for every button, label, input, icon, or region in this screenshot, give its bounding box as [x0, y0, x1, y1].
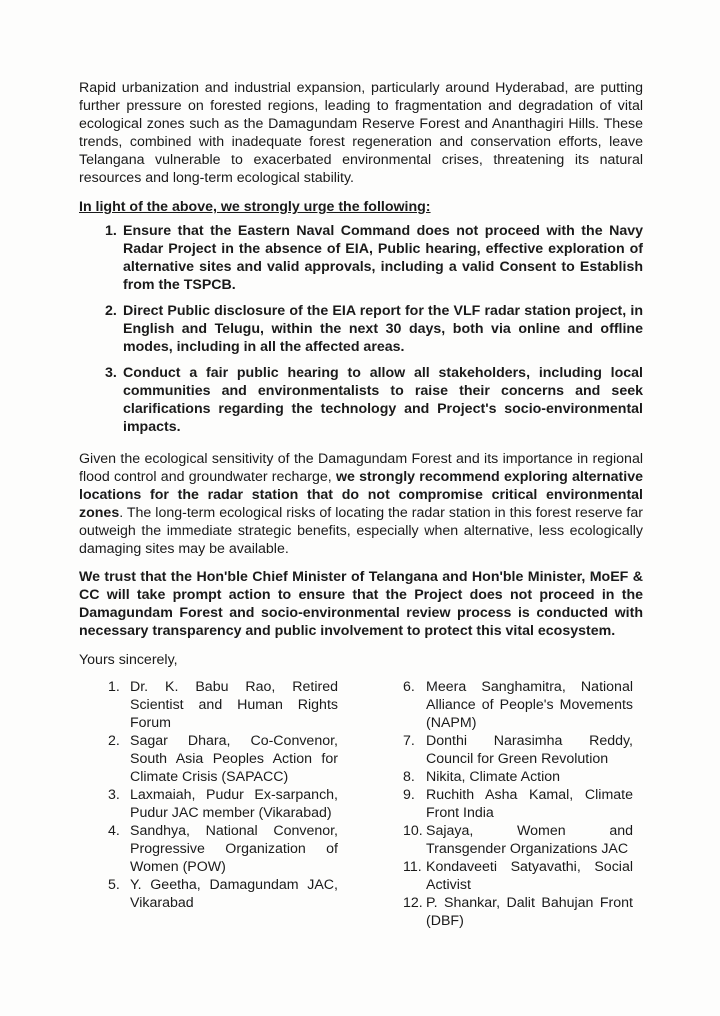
signatory-number: 9.: [403, 787, 415, 803]
signatory-text: Laxmaiah, Pudur Ex-sarpanch, Pudur JAC member (Vikarabad): [130, 787, 338, 821]
signatory-number: 5.: [108, 877, 120, 893]
sensitivity-paragraph: [79, 450, 643, 558]
signatory-item: [403, 786, 633, 822]
signatory-text: Donthi Narasimha Reddy, Council for Green Revolution: [426, 733, 633, 767]
signatory-number: 10.: [403, 823, 423, 839]
demand-number: 1.: [105, 223, 117, 239]
trust-paragraph: We trust that the Hon'ble Chief Minister of Telangana and Hon'ble Minister, MoEF & CC will take prompt action to ensure that the Project does not proceed in the Damagundam Forest and socio-environmental review process is conducted with necessary transparency and public involvement to protect this vital ecosystem.: [79, 569, 643, 639]
intro-paragraph: Rapid urbanization and industrial expansion, particularly around Hyderabad, are putting further pressure on forested regions, leading to fragmentation and degradation of vital ecological zones such as the Damagundam Reserve Forest and Ananthagiri Hills. These trends, combined with inadequate forest regeneration and conservation efforts, leave Telangana vulnerable to exacerbated environmental crises, threatening its natural resources and long-term ecological stability.: [79, 80, 643, 186]
signatory-number: 12.: [403, 895, 423, 911]
signatory-item: [403, 894, 633, 930]
demand-item: [94, 222, 643, 294]
signatory-item: [403, 822, 633, 858]
signatory-number: 11.: [403, 859, 422, 875]
signatory-number: 8.: [403, 769, 415, 785]
signatory-text: Dr. K. Babu Rao, Retired Scientist and Human Rights Forum: [130, 679, 338, 731]
signatory-text: P. Shankar, Dalit Bahujan Front (DBF): [426, 895, 633, 929]
signatory-text: Ruchith Asha Kamal, Climate Front India: [426, 787, 633, 821]
signatory-number: 6.: [403, 679, 415, 695]
signatory-text: Meera Sanghamitra, National Alliance of People's Movements (NAPM): [426, 679, 633, 731]
signatory-number: 7.: [403, 733, 415, 749]
closing-line: Yours sincerely,: [79, 652, 178, 668]
signatory-item: [403, 768, 633, 786]
sensitivity-text-bold: we strongly recommend exploring alternative locations for the radar station that do not compromise critical environmental zones: [79, 469, 643, 521]
demand-text: Direct Public disclosure of the EIA report for the VLF radar station project, in English and Telugu, within the next 30 days, both via online and offline modes, including in all the affected areas.: [123, 303, 643, 355]
signatory-number: 2.: [108, 733, 120, 749]
signatory-item: [108, 822, 338, 876]
sensitivity-text-part1: Given the ecological sensitivity of the Damagundam Forest and its importance in regional flood control and groundwater recharge,: [79, 451, 643, 485]
signatory-number: 4.: [108, 823, 120, 839]
signatory-text: Y. Geetha, Damagundam JAC, Vikarabad: [130, 877, 338, 911]
signatory-item: [403, 732, 633, 768]
demand-text: Conduct a fair public hearing to allow all stakeholders, including local communities and environmentalists to raise their concerns and seek clarifications regarding the technology and Project's socio-environmental impacts.: [123, 365, 643, 435]
sensitivity-text-part2: . The long-term ecological risks of locating the radar station in this forest reserve far outweigh the immediate strategic benefits, especially when alternative, less ecologically damaging sites may be available.: [79, 505, 643, 557]
urge-heading: In light of the above, we strongly urge the following:: [79, 199, 431, 215]
demands-list: [94, 222, 643, 436]
demand-text: Ensure that the Eastern Naval Command does not proceed with the Navy Radar Project in the absence of EIA, Public hearing, effective exploration of alternative sites and valid approvals, including a valid Consent to Establish from the TSPCB.: [123, 223, 643, 293]
signatory-text: Kondaveeti Satyavathi, Social Activist: [426, 859, 633, 893]
signatory-item: [403, 858, 633, 894]
signatories-left-list: [108, 678, 338, 912]
signatory-item: [108, 876, 338, 912]
signatory-item: [108, 732, 338, 786]
demand-number: 2.: [105, 303, 117, 319]
demand-number: 3.: [105, 365, 117, 381]
signatory-item: [108, 678, 338, 732]
signatory-text: Sandhya, National Convenor, Progressive Organization of Women (POW): [130, 823, 338, 875]
signatory-item: [403, 678, 633, 732]
signatory-number: 3.: [108, 787, 120, 803]
demand-item: [94, 364, 643, 436]
demand-item: [94, 302, 643, 356]
signatory-text: Nikita, Climate Action: [426, 769, 561, 785]
signatory-item: [108, 786, 338, 822]
signatory-text: Sagar Dhara, Co-Convenor, South Asia Peoples Action for Climate Crisis (SAPACC): [130, 733, 338, 785]
signatories-right-list: [403, 678, 633, 930]
signatory-text: Sajaya, Women and Transgender Organizations JAC: [426, 823, 633, 857]
signatory-number: 1.: [108, 679, 120, 695]
